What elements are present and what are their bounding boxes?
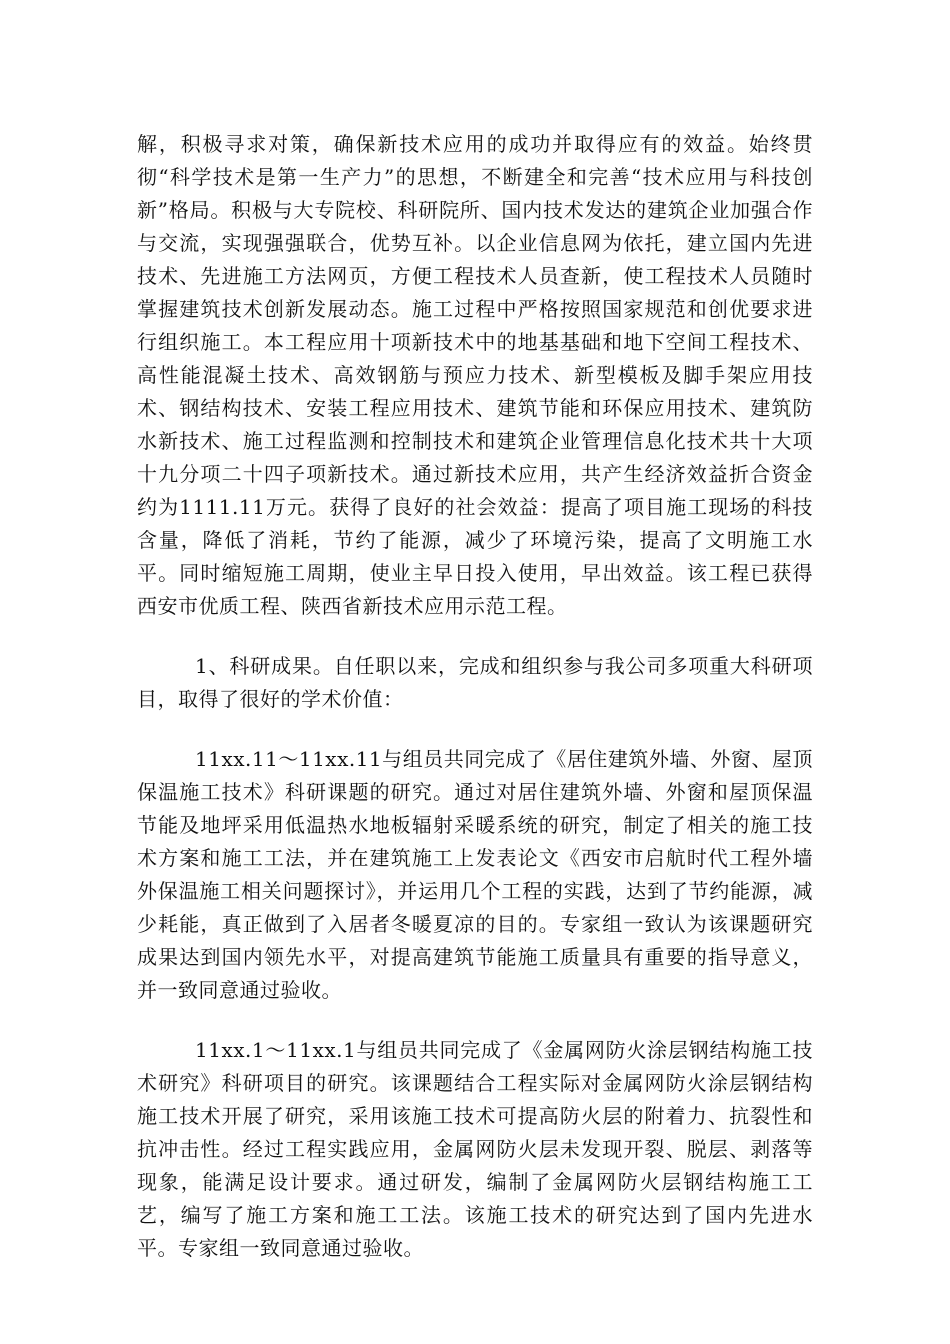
paragraph-research-achievements: 1、科研成果。自任职以来，完成和组织参与我公司多项重大科研项目，取得了很好的学术价值： — [137, 654, 813, 711]
paragraph-insulation-research: 11xx.11～11xx.11与组员共同完成了《居住建筑外墙、外窗、屋顶保温施工技术》科研课题的研究。通过对居住建筑外墙、外窗和屋顶保温节能及地坪采用低温热水地板辐射采暖系统的研究，制定了相关的施工技术方案和施工工法，并在建筑施工上发表论文《西安市启航时代工程外墙外保温施工相关问题探讨》，并运用几个工程的实践，达到了节约能源，减少耗能，真正做到了入居者冬暖夏凉的目的。专家组一致认为该课题研究成果达到国内领先水平，对提高建筑节能施工质量具有重要的指导意义，并一致同意通过验收。 — [137, 747, 813, 1002]
paragraph-technology-application: 解，积极寻求对策，确保新技术应用的成功并取得应有的效益。始终贯彻“科学技术是第一生产力”的思想，不断建全和完善“技术应用与科技创新”格局。积极与大专院校、科研院所、国内技术发达的建筑企业加强合作与交流，实现强强联合，优势互补。以企业信息网为依托，建立国内先进技术、先进施工方法网页，方便工程技术人员查新，使工程技术人员随时掌握建筑技术创新发展动态。施工过程中严格按照国家规范和创优要求进行组织施工。本工程应用十项新技术中的地基基础和地下空间工程技术、高性能混凝土技术、高效钢筋与预应力技术、新型模板及脚手架应用技术、钢结构技术、安装工程应用技术、建筑节能和环保应用技术、建筑防水新技术、施工过程监测和控制技术和建筑企业管理信息化技术共十大项十九分项二十四子项新技术。通过新技术应用，共产生经济效益折合资金约为1111.11万元。获得了良好的社会效益：提高了项目施工现场的科技含量，降低了消耗，节约了能源，减少了环境污染，提高了文明施工水平。同时缩短施工周期，使业主早日投入使用，早出效益。该工程已获得西安市优质工程、陕西省新技术应用示范工程。 — [137, 132, 813, 618]
document-page — [137, 128, 813, 1265]
paragraph-fireproof-coating-research: 11xx.1～11xx.1与组员共同完成了《金属网防火涂层钢结构施工技术研究》科研项目的研究。该课题结合工程实际对金属网防火涂层钢结构施工技术开展了研究，采用该施工技术可提高防火层的附着力、抗裂性和抗冲击性。经过工程实践应用，金属网防火层未发现开裂、脱层、剥落等现象，能满足设计要求。通过研发，编制了金属网防火层钢结构施工工艺，编写了施工方案和施工工法。该施工技术的研究达到了国内先进水平。专家组一致同意通过验收。 — [137, 1038, 813, 1260]
